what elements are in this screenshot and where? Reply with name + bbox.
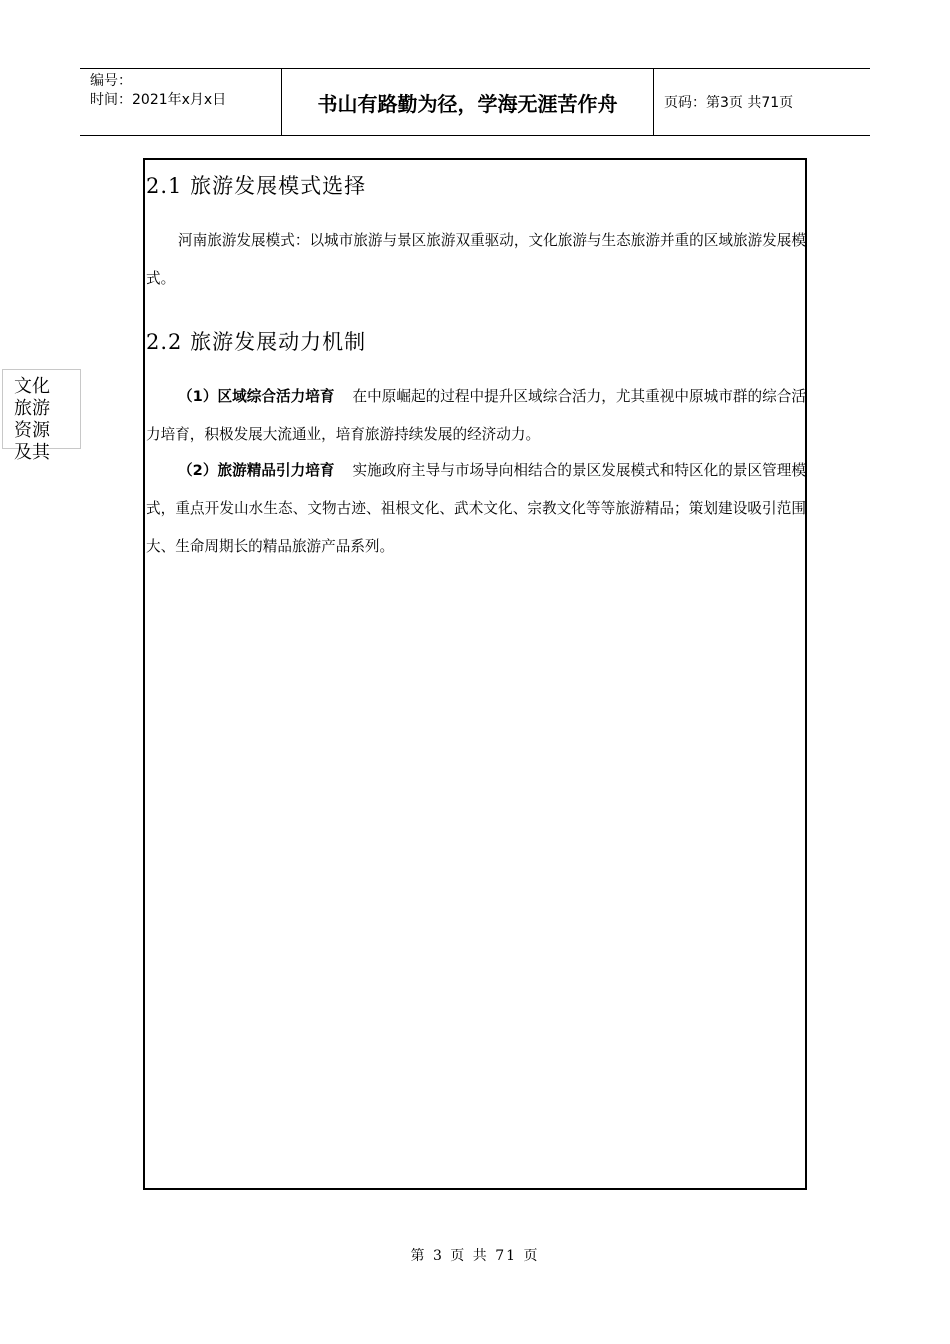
header-page-info: 页码：第3页 共71页 bbox=[664, 95, 794, 111]
header-page-cell bbox=[654, 69, 870, 135]
section-heading: 2.2 旅游发展动力机制 bbox=[146, 330, 367, 354]
section-paragraph bbox=[146, 452, 806, 566]
paragraph-text: 河南旅游发展模式：以城市旅游与景区旅游双重驱动，文化旅游与生态旅游并重的区域旅游发展模式。 bbox=[146, 232, 806, 287]
content-frame bbox=[143, 158, 807, 1190]
document-header bbox=[80, 68, 870, 136]
margin-note-text: 文化旅游资源及其 bbox=[14, 376, 50, 463]
header-motto: 书山有路勤为径，学海无涯苦作舟 bbox=[317, 92, 618, 116]
page-footer: 第 3 页 共 71 页 bbox=[410, 1248, 540, 1264]
header-meta-cell bbox=[80, 69, 282, 135]
section-paragraph bbox=[146, 222, 806, 298]
paragraph-text: 实施政府主导与市场导向相结合的景区发展模式和特区化的景区管理模式，重点开发山水生态、文物古迹、祖根文化、武术文化、宗教文化等等旅游精品；策划建设吸引范围大、生命周期长的精品旅游产品系列。 bbox=[146, 462, 806, 555]
paragraph-lead: （2）旅游精品引力培育 bbox=[178, 462, 335, 479]
document-date: 时间：2021年x月x日 bbox=[90, 92, 227, 108]
paragraph-text: 在中原崛起的过程中提升区域综合活力，尤其重视中原城市群的综合活力培育，积极发展大流通业，培育旅游持续发展的经济动力。 bbox=[146, 388, 806, 443]
section-heading: 2.1 旅游发展模式选择 bbox=[146, 174, 367, 198]
margin-note bbox=[2, 369, 81, 463]
header-motto-cell bbox=[282, 69, 654, 135]
paragraph-lead: （1）区域综合活力培育 bbox=[178, 388, 335, 405]
section-paragraph bbox=[146, 378, 806, 454]
serial-number-label: 编号： bbox=[90, 73, 132, 89]
